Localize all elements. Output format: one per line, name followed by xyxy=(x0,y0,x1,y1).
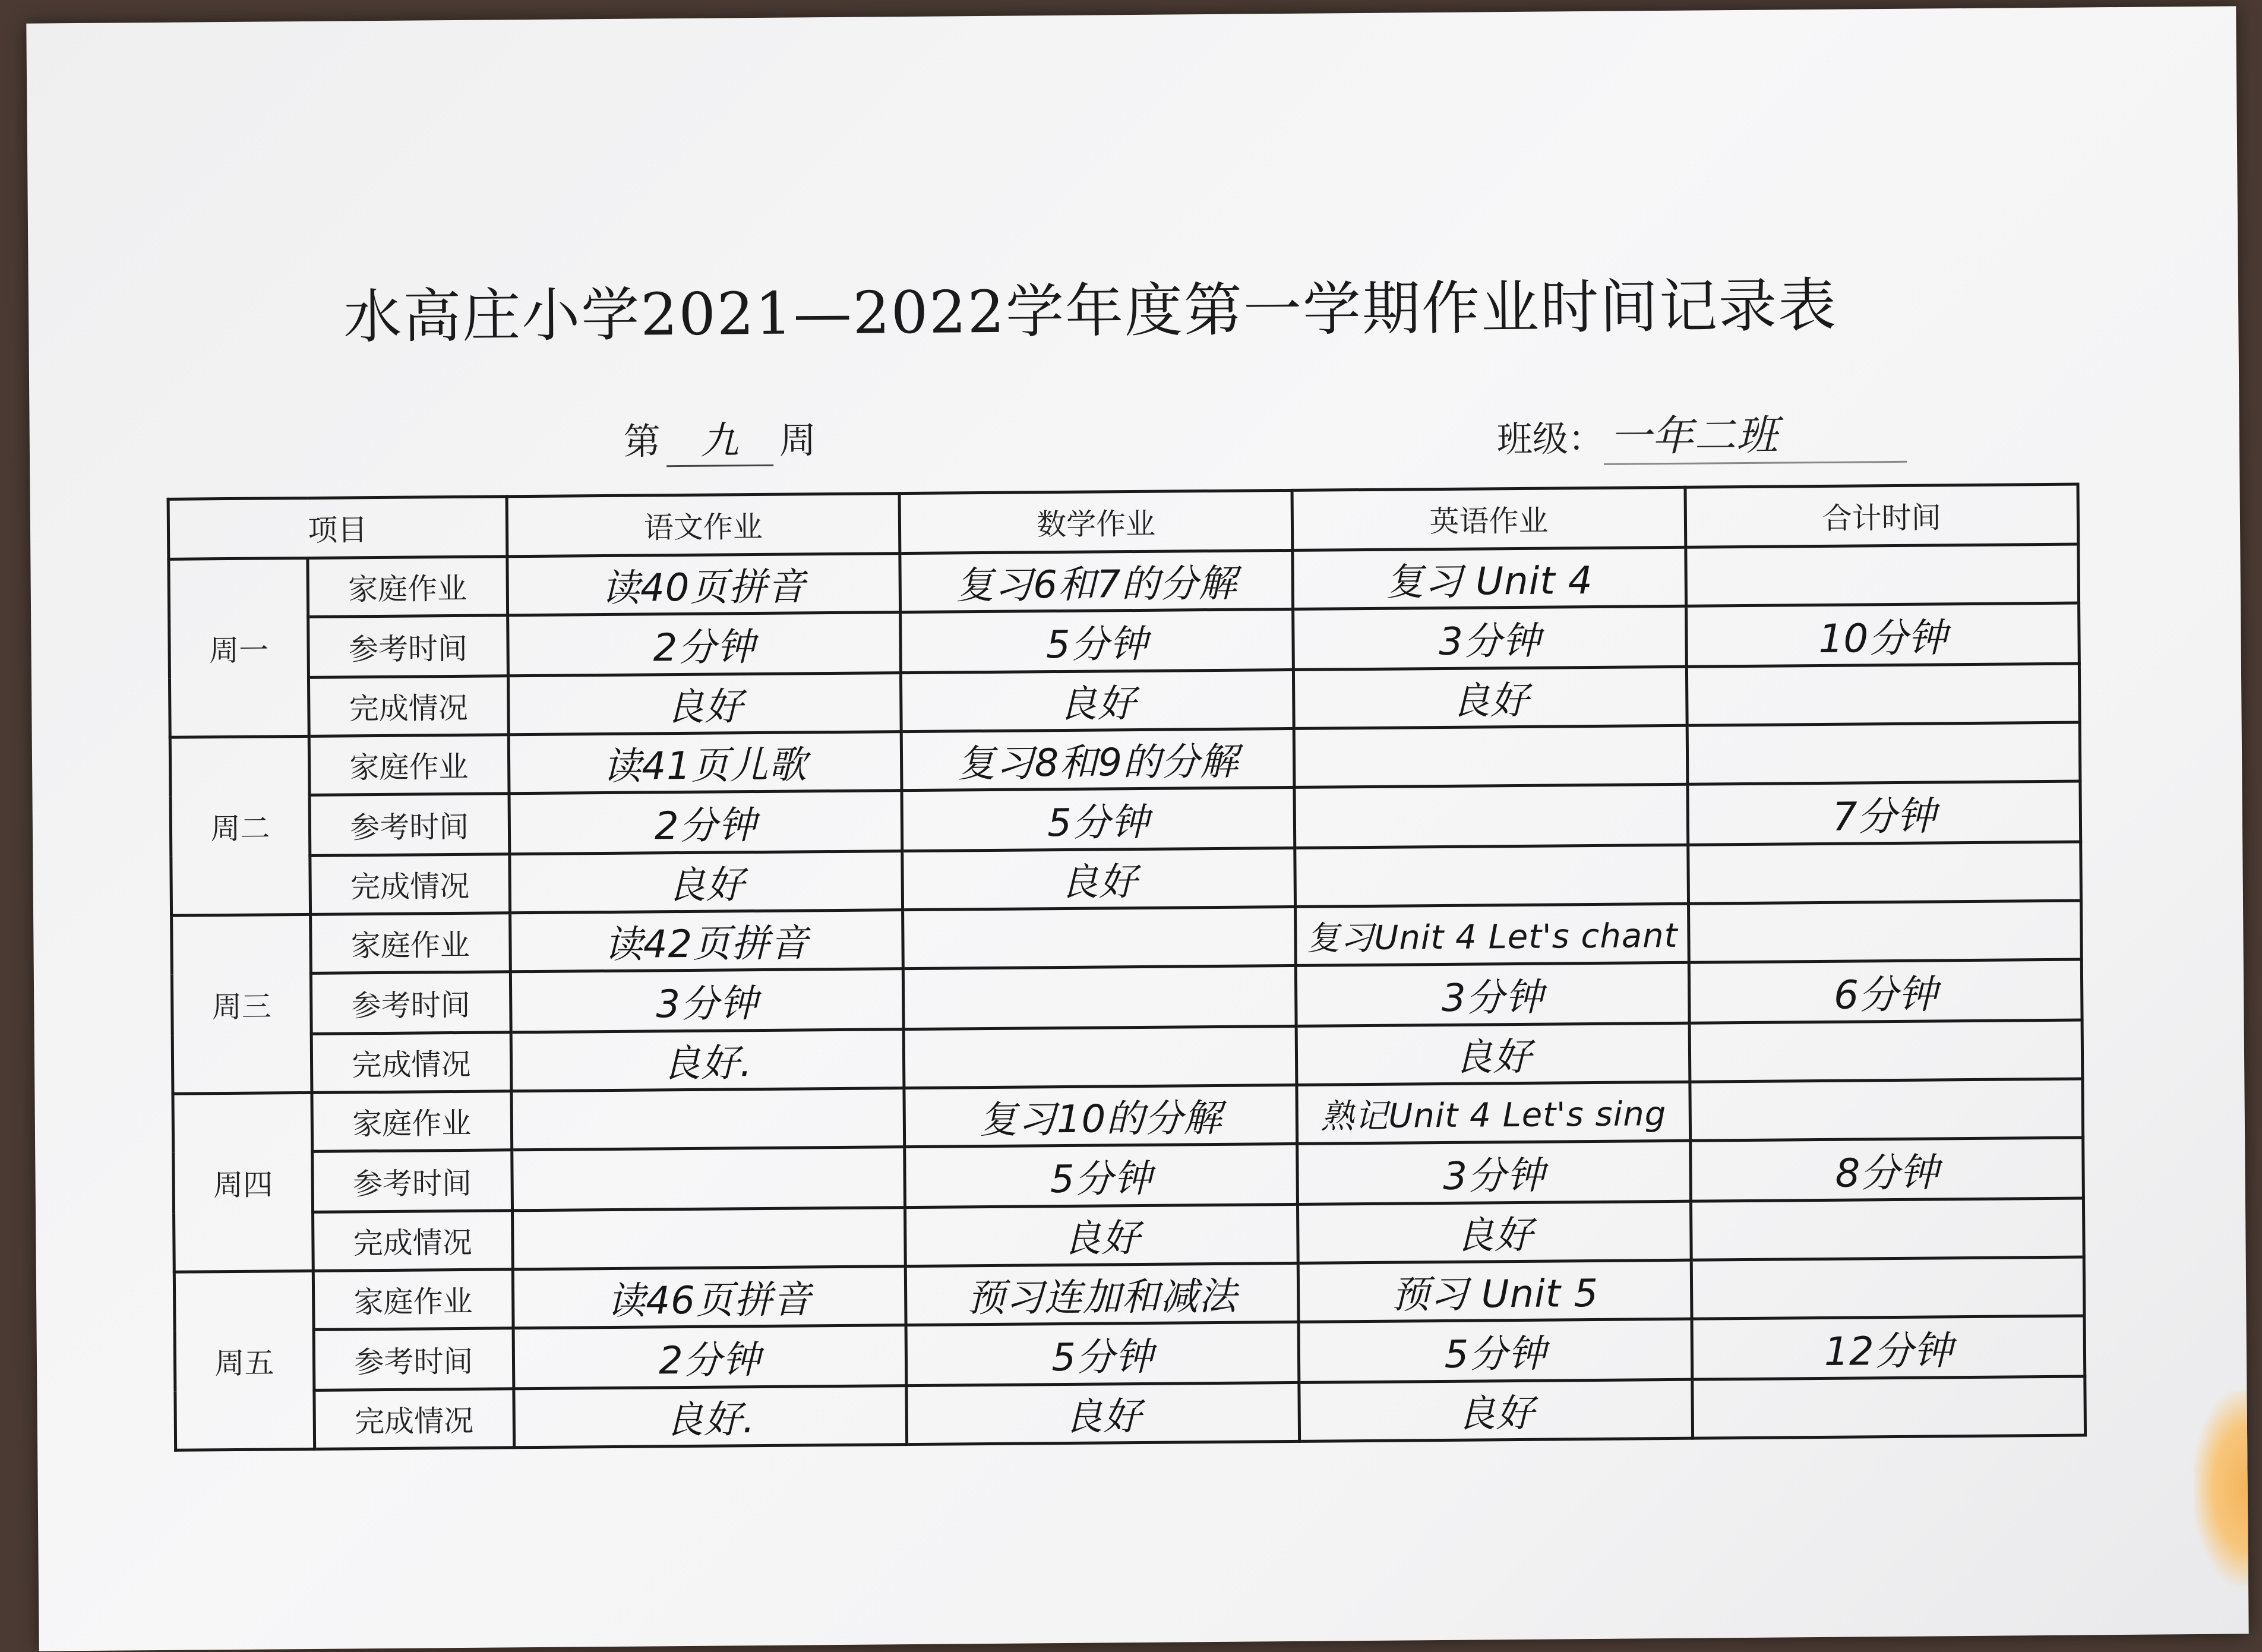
header-english: 英语作业 xyxy=(1292,487,1685,550)
week-value: 九 xyxy=(666,410,773,467)
handwritten-cell: 良好 xyxy=(1296,1023,1689,1085)
handwritten-cell: 良好 xyxy=(1294,667,1687,728)
handwritten-cell: 预习连加和减法 xyxy=(905,1263,1299,1325)
item-label: 家庭作业 xyxy=(309,735,509,795)
class-label: 班级： xyxy=(1496,418,1604,461)
handwritten-cell: 良好 xyxy=(905,1204,1299,1266)
handwritten-cell xyxy=(1294,784,1688,848)
handwritten-cell xyxy=(1295,845,1688,906)
handwritten-cell: 5分钟 xyxy=(906,1322,1299,1385)
header-chinese: 语文作业 xyxy=(507,494,900,557)
homework-record-table xyxy=(167,483,2087,1452)
handwritten-cell xyxy=(903,906,1296,968)
total-empty-cell xyxy=(1686,664,2080,725)
handwritten-cell: 3分钟 xyxy=(1297,1141,1691,1204)
class-value: 一年二班 xyxy=(1603,401,1907,465)
page-title: 水高庄小学2021—2022学年度第一学期作业时间记录表 xyxy=(343,271,1838,352)
total-time-cell: 7分钟 xyxy=(1688,781,2081,845)
total-empty-cell xyxy=(1689,1020,2083,1082)
handwritten-cell: 读41页儿歌 xyxy=(508,732,902,794)
handwritten-cell: 良好 xyxy=(1299,1379,1692,1441)
day-label: 周三 xyxy=(172,914,312,1094)
handwritten-cell: 良好. xyxy=(511,1029,904,1091)
handwritten-cell: 复习10的分解 xyxy=(904,1085,1297,1146)
paper-sheet xyxy=(26,6,2248,1651)
handwritten-cell: 良好 xyxy=(906,1382,1300,1444)
handwritten-cell: 熟记Unit 4 Let's sing xyxy=(1297,1082,1690,1144)
handwritten-cell: 复习Unit 4 Let's chant xyxy=(1296,904,1689,965)
handwritten-cell: 5分钟 xyxy=(905,1144,1298,1207)
handwritten-cell xyxy=(903,1026,1297,1088)
item-label: 完成情况 xyxy=(311,1032,511,1093)
item-label: 参考时间 xyxy=(311,972,511,1034)
total-empty-cell xyxy=(1685,544,2078,606)
total-time-cell: 12分钟 xyxy=(1692,1316,2085,1379)
handwritten-cell: 3分钟 xyxy=(510,969,903,1032)
handwritten-cell: 复习8和9的分解 xyxy=(901,728,1294,790)
handwritten-cell: 良好 xyxy=(510,851,903,913)
handwritten-cell: 良好 xyxy=(901,669,1294,731)
day-label: 周二 xyxy=(170,736,310,915)
handwritten-cell: 读40页拼音 xyxy=(507,554,901,615)
handwritten-cell: 良好 xyxy=(902,848,1296,909)
header-math: 数学作业 xyxy=(899,490,1293,553)
header-item: 项目 xyxy=(168,497,507,559)
handwritten-cell: 复习 Unit 4 xyxy=(1293,547,1686,609)
week-field xyxy=(623,409,816,468)
class-field xyxy=(1496,401,1907,466)
handwritten-cell: 读42页拼音 xyxy=(510,910,903,972)
item-label: 参考时间 xyxy=(312,1150,513,1212)
total-time-cell: 8分钟 xyxy=(1690,1138,2083,1201)
handwritten-cell: 5分钟 xyxy=(902,787,1295,851)
item-label: 参考时间 xyxy=(308,615,508,678)
total-empty-cell xyxy=(1690,1079,2083,1141)
handwritten-cell xyxy=(1294,725,1688,787)
total-empty-cell xyxy=(1688,901,2081,962)
item-label: 完成情况 xyxy=(313,1211,513,1271)
item-label: 完成情况 xyxy=(310,854,510,915)
handwritten-cell: 良好. xyxy=(514,1386,907,1448)
day-label: 周四 xyxy=(173,1092,313,1272)
handwritten-cell: 读46页拼音 xyxy=(513,1266,906,1328)
item-label: 参考时间 xyxy=(314,1328,514,1391)
header-total: 合计时间 xyxy=(1685,484,2078,547)
handwritten-cell: 3分钟 xyxy=(1293,606,1686,669)
week-suffix: 周 xyxy=(779,418,817,462)
handwritten-cell: 5分钟 xyxy=(1299,1319,1692,1382)
handwritten-cell xyxy=(903,965,1296,1029)
handwritten-cell: 预习 Unit 5 xyxy=(1299,1260,1692,1322)
handwritten-cell: 复习6和7的分解 xyxy=(900,550,1293,612)
handwritten-cell: 良好 xyxy=(1298,1201,1691,1263)
item-label: 家庭作业 xyxy=(308,557,508,617)
item-label: 家庭作业 xyxy=(312,1091,512,1152)
item-label: 家庭作业 xyxy=(313,1269,513,1330)
handwritten-cell: 5分钟 xyxy=(901,609,1294,672)
handwritten-cell: 2分钟 xyxy=(509,791,902,854)
day-label: 周一 xyxy=(169,558,309,737)
handwritten-cell xyxy=(511,1088,905,1150)
item-label: 完成情况 xyxy=(314,1389,514,1449)
handwritten-cell: 3分钟 xyxy=(1296,962,1689,1026)
week-prefix: 第 xyxy=(623,419,661,463)
item-label: 家庭作业 xyxy=(311,913,511,974)
handwritten-cell: 2分钟 xyxy=(513,1325,906,1389)
orange-sticker xyxy=(2193,1390,2248,1587)
day-label: 周五 xyxy=(174,1271,314,1450)
total-empty-cell xyxy=(1691,1257,2084,1319)
item-label: 完成情况 xyxy=(308,676,508,737)
handwritten-cell xyxy=(511,1147,905,1211)
item-label: 参考时间 xyxy=(309,794,510,856)
total-empty-cell xyxy=(1687,722,2080,784)
total-empty-cell xyxy=(1688,842,2081,904)
handwritten-cell: 良好 xyxy=(508,673,901,735)
table-body xyxy=(169,544,2086,1450)
total-empty-cell xyxy=(1692,1376,2085,1438)
total-empty-cell xyxy=(1691,1198,2084,1260)
total-time-cell: 10分钟 xyxy=(1686,603,2079,667)
handwritten-cell xyxy=(512,1208,905,1269)
total-time-cell: 6分钟 xyxy=(1689,959,2082,1023)
handwritten-cell: 2分钟 xyxy=(507,612,901,676)
